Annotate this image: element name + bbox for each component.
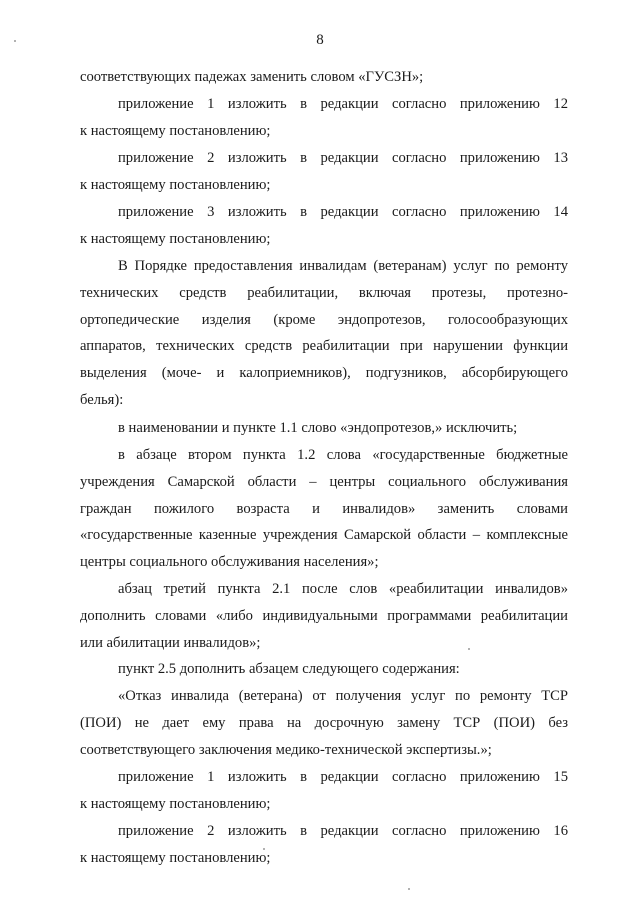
paragraph <box>80 576 568 656</box>
text-line: соответствующего заключения медико-технической экспертизы.»; <box>80 741 492 758</box>
text-line: или абилитации инвалидов»; <box>80 634 261 651</box>
scan-speck <box>468 648 470 650</box>
text-line: технических средств реабилитации, включая протезы, протезно- <box>80 284 568 301</box>
scan-speck <box>14 40 16 42</box>
text-line: граждан пожилого возраста и инвалидов» заменить словами <box>80 500 568 517</box>
page-number: 8 <box>316 32 324 48</box>
text-line: (ПОИ) не дает ему права на досрочную замену ТСР (ПОИ) без <box>80 714 568 731</box>
text-line: к настоящему постановлению; <box>80 176 271 193</box>
scan-speck <box>408 888 410 890</box>
paragraph <box>80 145 568 199</box>
text-line: дополнить словами «либо индивидуальными программами реабилитации <box>80 607 568 624</box>
text-line: пункт 2.5 дополнить абзацем следующего содержания: <box>118 661 460 677</box>
paragraph <box>80 199 568 253</box>
text-line: соответствующих падежах заменить словом «ГУСЗН»; <box>80 69 424 85</box>
text-line: ортопедические изделия (кроме эндопротезов, голосообразующих <box>80 311 568 328</box>
scan-speck <box>263 848 265 850</box>
text-line: «государственные казенные учреждения Самарской области – комплексные <box>80 527 568 544</box>
paragraph <box>80 415 568 442</box>
paragraph <box>80 64 568 91</box>
text-line: аппаратов, технических средств реабилитации при нарушении функции <box>80 338 568 355</box>
paragraph <box>80 91 568 145</box>
text-line: выделения (моче- и калоприемников), подгузников, абсорбирующего <box>80 365 568 382</box>
text-line: приложение 1 изложить в редакции согласно приложению 15 <box>118 769 568 785</box>
paragraph <box>80 253 568 414</box>
text-line: в наименовании и пункте 1.1 слово «эндопротезов,» исключить; <box>118 420 518 436</box>
text-line: приложение 1 изложить в редакции согласно приложению 12 <box>118 96 568 112</box>
text-line: белья): <box>80 391 124 408</box>
text-line: учреждения Самарской области – центры социального обслуживания <box>80 473 568 490</box>
text-line: приложение 2 изложить в редакции согласно приложению 16 <box>118 823 568 839</box>
text-line: приложение 2 изложить в редакции согласно приложению 13 <box>118 150 568 166</box>
text-line: абзац третий пункта 2.1 после слов «реабилитации инвалидов» <box>118 581 568 597</box>
text-line: в абзаце втором пункта 1.2 слова «государственные бюджетные <box>118 447 568 463</box>
paragraph <box>80 656 568 683</box>
text-line: центры социального обслуживания населения»; <box>80 554 379 571</box>
paragraph <box>80 764 568 818</box>
text-line: В Порядке предоставления инвалидам (ветеранам) услуг по ремонту <box>118 258 568 274</box>
text-line: к настоящему постановлению; <box>80 230 271 247</box>
text-line: к настоящему постановлению; <box>80 849 271 866</box>
paragraph <box>80 818 568 872</box>
text-line: «Отказ инвалида (ветерана) от получения услуг по ремонту ТСР <box>118 688 568 704</box>
paragraph <box>80 683 568 763</box>
paragraph <box>80 442 568 576</box>
text-line: к настоящему постановлению; <box>80 122 271 139</box>
text-line: к настоящему постановлению; <box>80 795 271 812</box>
text-line: приложение 3 изложить в редакции согласно приложению 14 <box>118 204 568 220</box>
